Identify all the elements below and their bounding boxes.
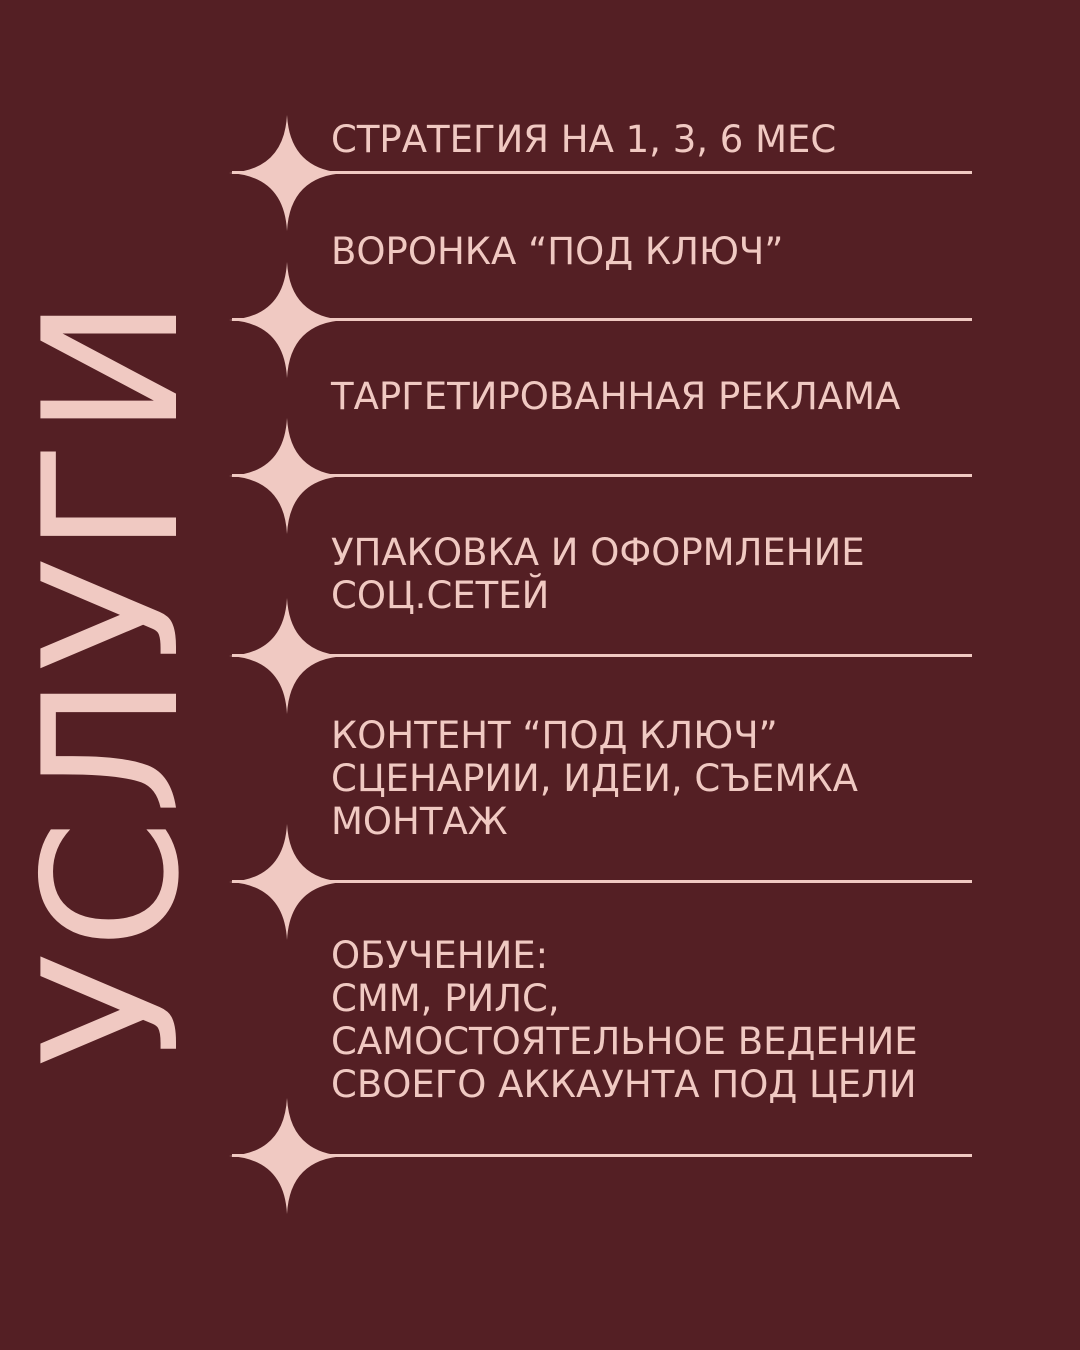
sparkle-icon xyxy=(229,418,345,534)
sparkle-icon xyxy=(229,262,345,378)
service-line: СОЦ.СЕТЕЙ xyxy=(331,574,550,617)
service-line: СТРАТЕГИЯ НА 1, 3, 6 МЕС xyxy=(331,118,837,161)
sparkle-icon xyxy=(229,598,345,714)
service-line: ТАРГЕТИРОВАННАЯ РЕКЛАМА xyxy=(331,375,901,418)
service-line: ОБУЧЕНИЕ: xyxy=(331,934,549,977)
service-item-training xyxy=(331,934,918,1106)
service-item-targeting xyxy=(331,375,900,418)
sparkle-icon xyxy=(229,115,345,231)
service-line: СВОЕГО АККАУНТА ПОД ЦЕЛИ xyxy=(331,1063,917,1106)
page-title: УСЛУГИ xyxy=(3,293,220,1067)
service-line: МОНТАЖ xyxy=(331,800,508,843)
sparkle-icon xyxy=(229,1098,345,1214)
service-line: УПАКОВКА И ОФОРМЛЕНИЕ xyxy=(331,531,865,574)
sparkle-icon xyxy=(229,824,345,940)
service-line: ВОРОНКА “ПОД КЛЮЧ” xyxy=(331,230,784,273)
service-line: СЦЕНАРИИ, ИДЕИ, СЪЕМКА xyxy=(331,757,858,800)
service-line: САМОСТОЯТЕЛЬНОЕ ВЕДЕНИЕ xyxy=(331,1020,918,1063)
service-line: КОНТЕНТ “ПОД КЛЮЧ” xyxy=(331,714,778,757)
service-item-strategy xyxy=(331,118,836,161)
service-item-content xyxy=(331,714,858,843)
service-line: СММ, РИЛС, xyxy=(331,977,560,1020)
service-item-funnel xyxy=(331,230,783,273)
service-item-packaging xyxy=(331,531,865,617)
